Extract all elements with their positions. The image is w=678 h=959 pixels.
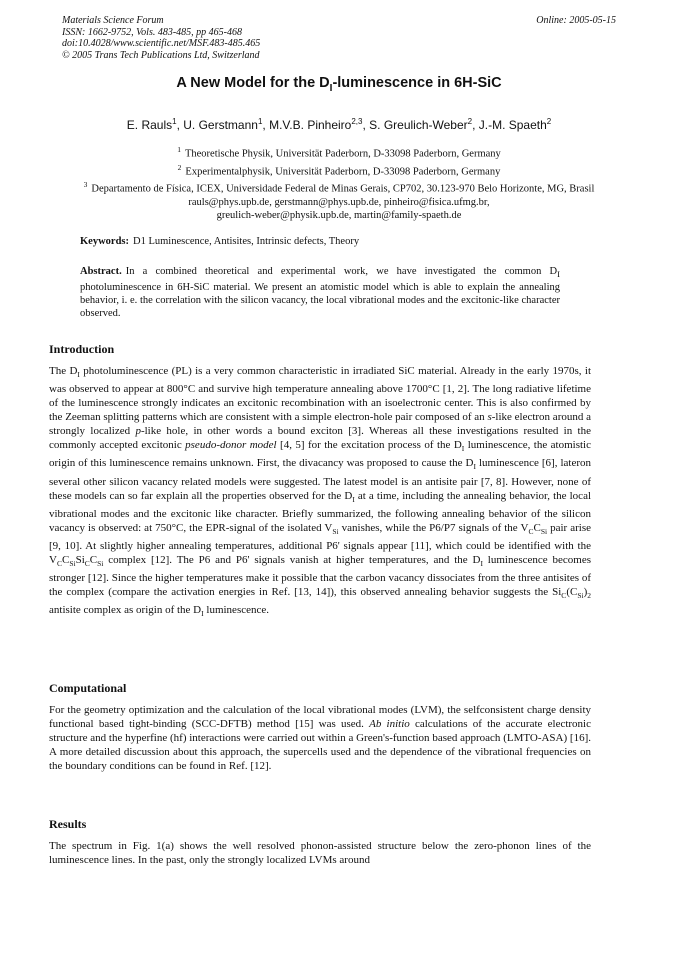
affiliation-3	[50, 178, 628, 196]
abstract-text: photoluminescence in 6H-SiC material. We present an atomistic model which is able to explain the annealing behavior, i. e. the correlation with the silicon vacancy, the local vibrational modes and the excitonic-like character observed.	[80, 282, 560, 320]
affiliation-number: 2	[177, 162, 182, 172]
online-date: Online: 2005-05-15	[536, 15, 616, 26]
author-affil-mark: 2	[467, 117, 473, 126]
computational-paragraph: For the geometry optimization and the calculation of the local vibrational modes (LVM), the selfconsistent charge density functional based tight-binding (SCC-DFTB) method [15] was used. Ab initio calculations of the accurate electronic structure and the hyperfine (hf) interactions were carried out within a Green's-function based approach (LMTO-ASA) [16]. A more detailed discussion about this approach, the supercells used and the dependence of the vibrational frequencies on the boundary conditions can be found in Ref. [12].	[49, 704, 591, 772]
affiliations	[50, 143, 628, 222]
issn-line: ISSN: 1662-9752, Vols. 483-485, pp 465-468	[62, 26, 242, 38]
doi-line[interactable]: doi:10.4028/www.scientific.net/MSF.483-485.465	[62, 38, 261, 49]
affiliation-number: 3	[83, 180, 88, 189]
author-name: J.-M. Spaeth	[478, 118, 547, 132]
keywords-text: D1 Luminescence, Antisites, Intrinsic defects, Theory	[133, 236, 360, 247]
copyright-line: © 2005 Trans Tech Publications Ltd, Switzerland	[62, 49, 260, 61]
author-affil-mark: 2,3	[351, 117, 363, 126]
introduction-paragraph: The $D_I$ photoluminescence (PL) is a very common characteristic in irradiated SiC material. Already in the early 1970s, it was observed to appear at 800°C and survive high temperature annealing above 1700°C [1, 2]. The long radiative lifetime of the luminescence strongly indicates an excitonic recombination with an isoelectronic center. This is also confirmed by the Zeeman splitting patterns which are consistent with a simple electron-hole pair composed of an s-like electron around a strongly localized p-like hole, in other words a bound exciton [3]. Whereas all these investigations resulted in the commonly accepted excitonic pseudo-donor model [4, 5] for the excitation process of the $D_I$ luminescence, the atomistic origin of this luminescence remains unknown. First, the divacancy was proposed to cause the $D_I$ luminescence [6], lateron several other silicon vacancy related models were suggested. The latest model is an antisite pair [7, 8]. However, none of these models can so far explain all the properties observed for the $D_I$ at a time, including the annealing behavior, the local vibrational modes and the excitonic like character. Briefly summarized, the following annealing behavior of the silicon vacancy is observed: at 750°C, the EPR-signal of the isolated $V_{Si}$ vanishes, while the P6/P7 signals of the $V_CC_{Si}$ pair arise [9, 10]. At slightly higher annealing temperatures, additional P6' signals appear [11], which could be identified with the $V_CC_{Si}Si_CC_{Si}$ complex [12]. The P6 and P6' signals vanish at higher temperatures, and the $D_I$ luminescence becomes stronger [12]. Since the higher temperatures make it possible that the carbon vacancy dissociates from the three antisites of the complex (compare the activation energies in Ref. [13, 14]), this observed annealing behavior suggests the $Si_C(C_{Si})_2$ antisite complex as origin of the $D_I$ luminescence.	[49, 365, 592, 619]
subscript: I	[557, 269, 560, 280]
author-affil-mark: 1	[257, 117, 263, 126]
title-subscript: I	[329, 82, 333, 94]
paper-title	[0, 75, 678, 94]
affiliation-text: Experimentalphysik, Universität Paderborn, D-33098 Paderborn, Germany	[185, 166, 501, 177]
abstract	[80, 265, 560, 320]
affiliation-text: Departamento de Física, ICEX, Universidade Federal de Minas Gerais, CP702, 30.123-970 Belo Horizonte, MG, Brasil	[91, 183, 595, 195]
keywords-label: Keywords:	[80, 236, 129, 247]
affiliation-text: Theoretische Physik, Universität Paderborn, D-33098 Paderborn, Germany	[184, 148, 501, 160]
author-name: S. Greulich-Weber	[369, 118, 468, 132]
author-name: E. Rauls	[126, 118, 173, 132]
affiliation-2	[50, 161, 628, 179]
author-name: U. Gerstmann	[183, 118, 258, 132]
affiliation-1	[50, 143, 628, 161]
author-name: M.V.B. Pinheiro	[269, 118, 352, 132]
author-list: E. Rauls$^1$, U. Gerstmann$^1$, M.V.B. Pinheiro$^{2,3}$, S. Greulich-Weber$^2$, J.-M. Spaeth$^2$	[126, 117, 552, 132]
affiliation-number: 1	[177, 145, 181, 154]
abstract-label: Abstract.	[80, 266, 122, 277]
journal-name: Materials Science Forum	[62, 15, 164, 26]
keywords	[80, 236, 600, 247]
email-list[interactable]: rauls@phys.upb.de, gerstmann@phys.upb.de, pinheiro@fisica.ufmg.br,	[188, 196, 490, 208]
journal-header	[62, 15, 616, 61]
author-affil-mark: 1	[172, 117, 177, 126]
title-text: A New Model for the D	[176, 75, 330, 91]
section-heading-results: Results	[49, 817, 87, 831]
email-list[interactable]: greulich-weber@physik.upb.de, martin@family-spaeth.de	[216, 209, 462, 221]
section-heading-computational: Computational	[49, 681, 127, 695]
author-affil-mark: 2	[546, 117, 552, 126]
abstract-text: In a combined theoretical and experimental work, we have investigated the common D	[125, 266, 558, 277]
results-paragraph: The spectrum in Fig. 1(a) shows the well resolved phonon-assisted structure below the zero-phonon lines of the luminescence lines. In the past, only the strongly localized LVMs around	[49, 840, 591, 866]
title-text-end: -luminescence in 6H-SiC	[332, 75, 502, 91]
section-heading-introduction: Introduction	[49, 342, 115, 356]
